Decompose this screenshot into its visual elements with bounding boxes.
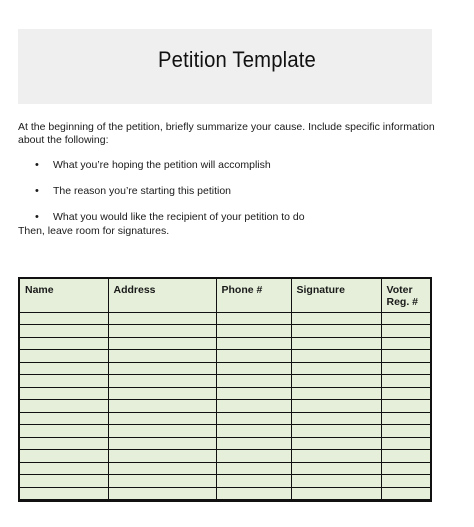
- table-cell[interactable]: [108, 387, 216, 400]
- signature-grid: [20, 279, 430, 500]
- table-cell[interactable]: [108, 487, 216, 500]
- table-cell[interactable]: [381, 462, 430, 475]
- table-cell[interactable]: [291, 425, 381, 438]
- table-cell[interactable]: [216, 412, 291, 425]
- table-cell[interactable]: [381, 487, 430, 500]
- table-row: [20, 325, 430, 338]
- table-cell[interactable]: [20, 325, 108, 338]
- table-row: [20, 487, 430, 500]
- table-header-row: [20, 279, 430, 312]
- table-cell[interactable]: [20, 400, 108, 413]
- column-header-voter-reg: Voter Reg. #: [381, 279, 430, 312]
- table-row: [20, 450, 430, 463]
- signature-table: [18, 277, 432, 502]
- table-cell[interactable]: [20, 437, 108, 450]
- table-cell[interactable]: [108, 350, 216, 363]
- table-cell[interactable]: [20, 462, 108, 475]
- bullet-item-accomplish: • What you’re hoping the petition will accomplish: [35, 159, 435, 185]
- table-cell[interactable]: [291, 350, 381, 363]
- table-cell[interactable]: [216, 325, 291, 338]
- table-cell[interactable]: [108, 312, 216, 325]
- table-cell[interactable]: [381, 450, 430, 463]
- table-cell[interactable]: [20, 425, 108, 438]
- table-cell[interactable]: [20, 450, 108, 463]
- table-cell[interactable]: [20, 375, 108, 388]
- table-row: [20, 312, 430, 325]
- table-row: [20, 400, 430, 413]
- table-row: [20, 362, 430, 375]
- table-cell[interactable]: [216, 312, 291, 325]
- table-cell[interactable]: [20, 412, 108, 425]
- table-cell[interactable]: [291, 437, 381, 450]
- table-cell[interactable]: [381, 350, 430, 363]
- table-cell[interactable]: [108, 362, 216, 375]
- document-title: Petition Template: [157, 47, 317, 72]
- table-cell[interactable]: [216, 425, 291, 438]
- table-body: [20, 312, 430, 500]
- column-header-signature: Signature: [291, 279, 381, 312]
- table-row: [20, 375, 430, 388]
- table-row: [20, 337, 430, 350]
- table-row: [20, 412, 430, 425]
- table-cell[interactable]: [216, 362, 291, 375]
- table-cell[interactable]: [108, 375, 216, 388]
- table-cell[interactable]: [20, 475, 108, 488]
- table-cell[interactable]: [381, 475, 430, 488]
- table-row: [20, 425, 430, 438]
- table-cell[interactable]: [216, 375, 291, 388]
- bullet-item-reason: • The reason you’re starting this petition: [35, 185, 435, 211]
- table-cell[interactable]: [381, 400, 430, 413]
- table-cell[interactable]: [291, 487, 381, 500]
- table-cell[interactable]: [291, 412, 381, 425]
- table-cell[interactable]: [216, 337, 291, 350]
- table-cell[interactable]: [216, 437, 291, 450]
- table-cell[interactable]: [108, 325, 216, 338]
- table-cell[interactable]: [108, 475, 216, 488]
- bullet-item-recipient: • What you would like the recipient of your petition to do: [35, 211, 435, 237]
- closing-line: Then, leave room for signatures.: [18, 225, 170, 237]
- table-row: [20, 387, 430, 400]
- table-cell[interactable]: [108, 337, 216, 350]
- table-cell[interactable]: [291, 450, 381, 463]
- table-cell[interactable]: [108, 400, 216, 413]
- table-cell[interactable]: [291, 325, 381, 338]
- table-row: [20, 475, 430, 488]
- table-cell[interactable]: [216, 487, 291, 500]
- intro-paragraph: At the beginning of the petition, briefly summarize your cause. Include specific information about the following:: [18, 121, 435, 146]
- table-cell[interactable]: [291, 375, 381, 388]
- table-cell[interactable]: [291, 362, 381, 375]
- table-cell[interactable]: [291, 475, 381, 488]
- table-cell[interactable]: [216, 462, 291, 475]
- table-cell[interactable]: [291, 387, 381, 400]
- table-cell[interactable]: [381, 412, 430, 425]
- table-cell[interactable]: [381, 437, 430, 450]
- table-cell[interactable]: [20, 362, 108, 375]
- table-cell[interactable]: [20, 337, 108, 350]
- table-cell[interactable]: [20, 350, 108, 363]
- table-cell[interactable]: [381, 375, 430, 388]
- table-cell[interactable]: [381, 312, 430, 325]
- table-cell[interactable]: [381, 337, 430, 350]
- table-cell[interactable]: [108, 437, 216, 450]
- table-cell[interactable]: [381, 425, 430, 438]
- table-cell[interactable]: [108, 450, 216, 463]
- table-cell[interactable]: [20, 312, 108, 325]
- table-cell[interactable]: [216, 387, 291, 400]
- table-cell[interactable]: [20, 487, 108, 500]
- table-cell[interactable]: [216, 400, 291, 413]
- table-cell[interactable]: [291, 337, 381, 350]
- column-header-name: Name: [20, 279, 108, 312]
- table-cell[interactable]: [216, 450, 291, 463]
- table-cell[interactable]: [381, 325, 430, 338]
- table-cell[interactable]: [20, 387, 108, 400]
- table-cell[interactable]: [291, 462, 381, 475]
- table-row: [20, 462, 430, 475]
- table-cell[interactable]: [108, 462, 216, 475]
- table-cell[interactable]: [216, 350, 291, 363]
- table-cell[interactable]: [108, 425, 216, 438]
- table-row: [20, 350, 430, 363]
- table-cell[interactable]: [108, 412, 216, 425]
- table-cell[interactable]: [381, 387, 430, 400]
- table-cell[interactable]: [216, 475, 291, 488]
- table-cell[interactable]: [381, 362, 430, 375]
- column-header-address: Address: [108, 279, 216, 312]
- column-header-phone: Phone #: [216, 279, 291, 312]
- table-cell[interactable]: [291, 312, 381, 325]
- table-cell[interactable]: [291, 400, 381, 413]
- table-row: [20, 437, 430, 450]
